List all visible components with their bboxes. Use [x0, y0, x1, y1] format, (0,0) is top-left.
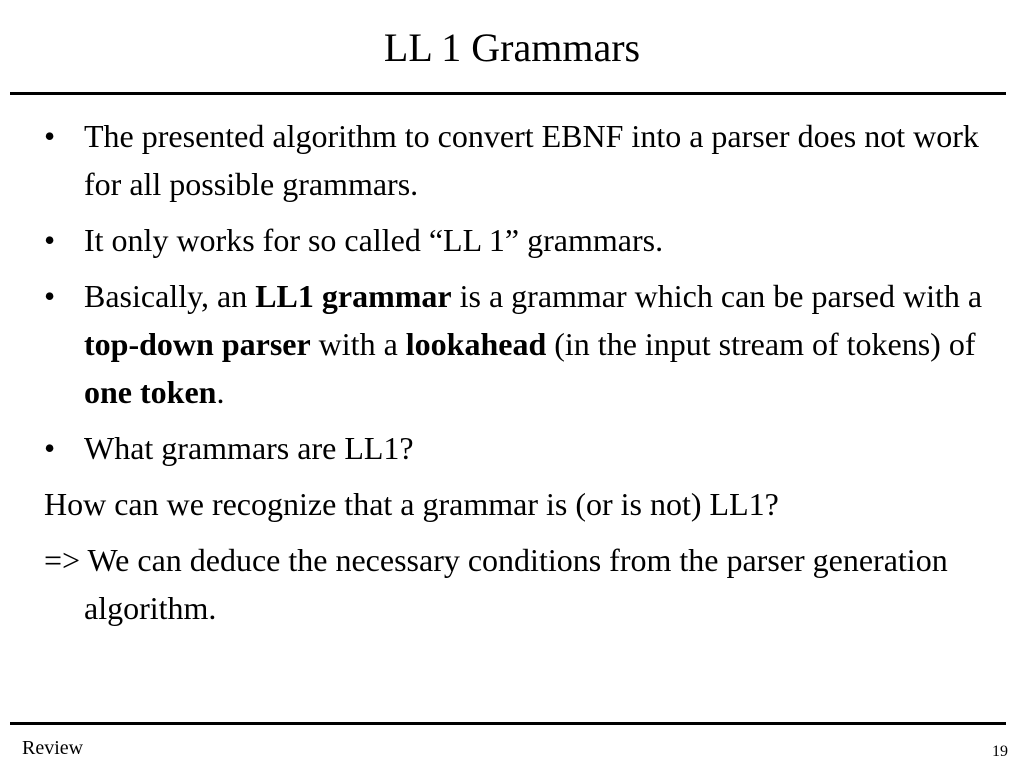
bullet-item — [44, 216, 994, 264]
bullet-marker: • — [44, 430, 56, 466]
footer-section-label: Review — [22, 737, 84, 759]
bullet-item — [44, 272, 994, 416]
slide-title: LL 1 Grammars — [383, 25, 641, 70]
term-lookahead: lookahead — [405, 326, 547, 362]
bullet-marker: • — [44, 278, 56, 314]
term-ll1-grammar: LL1 grammar — [255, 278, 452, 314]
text-run: Basically, an — [84, 278, 256, 314]
bullet-text — [84, 278, 982, 410]
footer-divider — [10, 722, 1006, 725]
slide-body — [44, 112, 994, 640]
bullet-text: The presented algorithm to convert EBNF into a parser does not work for all possible grammars. — [84, 118, 979, 202]
page-number: 19 — [992, 743, 1008, 760]
bullet-marker: • — [44, 118, 56, 154]
text-run: is a grammar which can be parsed with a — [451, 278, 983, 314]
bullet-marker: • — [44, 222, 56, 258]
text-run: with a — [310, 326, 406, 362]
term-one-token: one token — [84, 374, 217, 410]
text-run: (in the input stream of tokens) of — [546, 326, 976, 362]
title-divider — [10, 92, 1006, 95]
bullet-item — [44, 112, 994, 208]
term-top-down-parser: top-down parser — [84, 326, 311, 362]
text-run: . — [216, 374, 225, 410]
bullet-item — [44, 424, 994, 472]
bullet-text: What grammars are LL1? — [84, 430, 414, 466]
paragraph: How can we recognize that a grammar is (or is not) LL1? — [44, 486, 779, 522]
bullet-text: It only works for so called “LL 1” grammars. — [84, 222, 664, 258]
paragraph: => We can deduce the necessary conditions from the parser generation algorithm. — [44, 542, 948, 626]
